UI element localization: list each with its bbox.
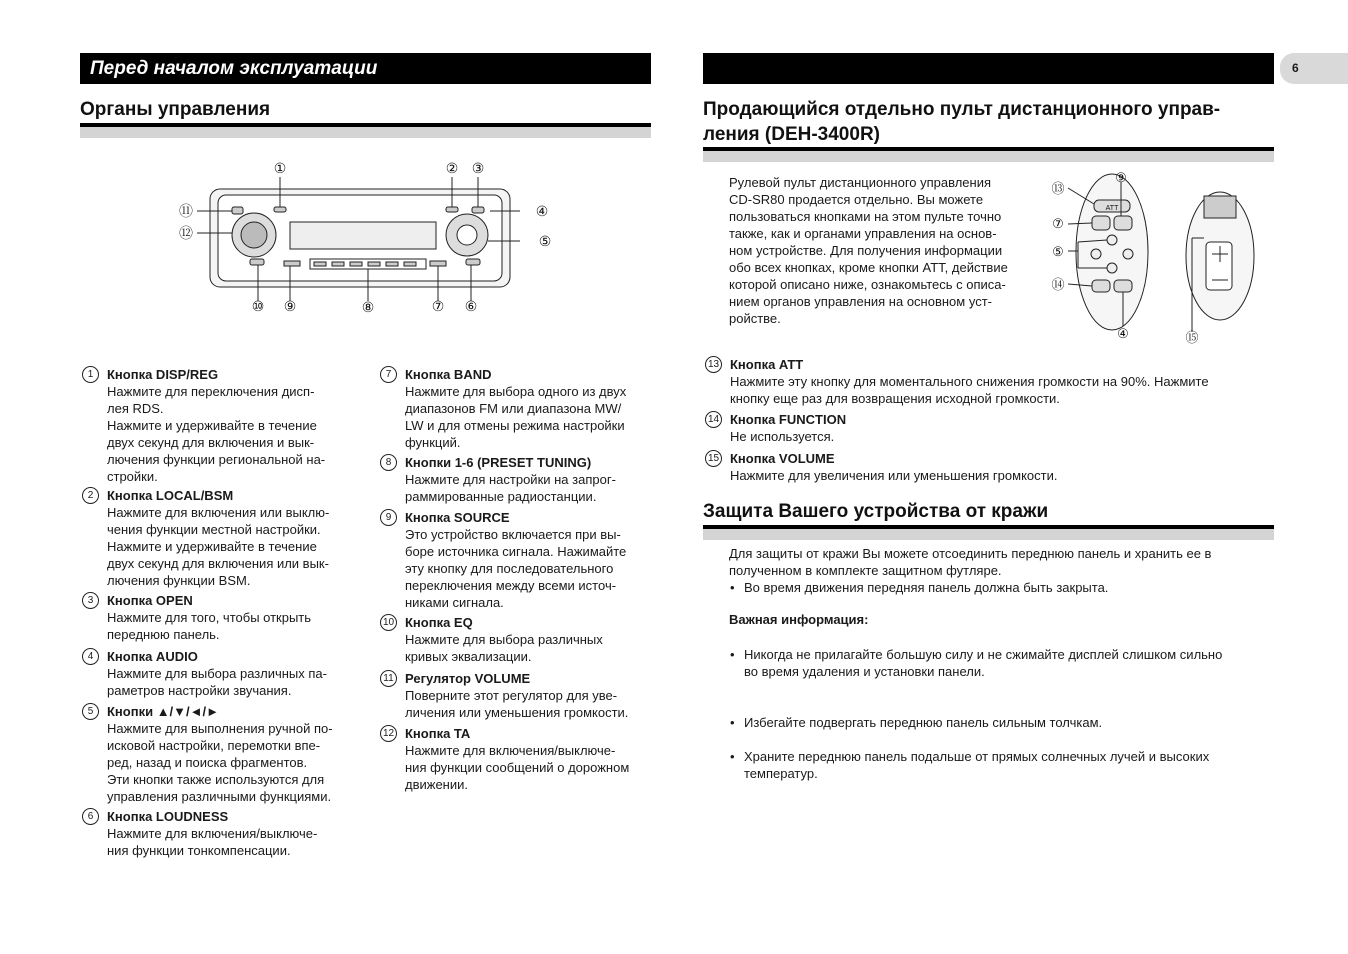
callout-11: ⑪ [179, 203, 193, 219]
chapter-band [80, 53, 651, 84]
item-title: Регулятор VOLUME [405, 671, 531, 686]
callout-8: ⑧ [361, 299, 375, 315]
list-item [82, 592, 362, 643]
volume-rocker [1206, 242, 1232, 290]
callout-5-remote: ⑤ [1052, 244, 1064, 259]
item-body: Нажмите для переключения дисп- лея RDS. Нажмите и удерживайте в течение двух секунд для включения и вык- лючения функции региональной на- стройки. [107, 384, 326, 484]
section-grey-bar [703, 151, 1274, 162]
head-unit-diagram [170, 155, 570, 320]
important-bullet: • Избегайте подвергать переднюю панель сильным толчкам. [729, 714, 1274, 731]
item-title: Кнопка LOCAL/BSM [107, 488, 234, 503]
page-number: 6 [1280, 53, 1348, 84]
remote-diagram [1044, 168, 1274, 348]
item-body: Нажмите для того, чтобы открыть переднюю панель. [107, 610, 312, 642]
item-title: Кнопка TA [405, 726, 471, 741]
item-title: Кнопка DISP/REG [107, 367, 219, 382]
remote-intro: Рулевой пульт дистанционного управления CD-SR80 продается отдельно. Вы можете пользоваться кнопками на этом пульте точно также, как и органами управления на основ- ном устройстве. Для получения информации обо всех кнопках, кроме кнопки ATT, действие которой описано ниже, ознакомьтесь с описа- нием органов управления на основном уст- ройстве. [729, 175, 1008, 326]
item-number: 4 [82, 648, 99, 665]
list-item [82, 487, 362, 589]
important-title: Важная информация: [729, 612, 869, 627]
list-item [380, 725, 660, 793]
list-item [705, 450, 1275, 484]
item-body: Нажмите для выбора различных кривых эквализации. [405, 632, 603, 664]
item-number: 6 [82, 808, 99, 825]
callout-9: ⑨ [283, 298, 297, 314]
item-number: 14 [705, 411, 722, 428]
item-body: Не используется. [730, 429, 835, 444]
item-number: 13 [705, 356, 722, 373]
item-body: Нажмите для выбора одного из двух диапазонов FM или диапазона MW/ LW и для отмены режима настройки функций. [405, 384, 627, 450]
item-number: 9 [380, 509, 397, 526]
list-item [380, 454, 660, 505]
item-body: Нажмите для увеличения или уменьшения громкости. [730, 468, 1058, 483]
item-number: 12 [380, 725, 397, 742]
list-item [705, 411, 1275, 445]
list-item [82, 703, 362, 805]
att-label: ATT [1105, 205, 1119, 212]
unit-display [290, 222, 436, 249]
list-item [82, 648, 362, 699]
callout-4-remote: ④ [1117, 326, 1129, 341]
item-title: Кнопка BAND [405, 367, 492, 382]
callout-10: ⑩ [251, 298, 265, 314]
callout-4: ④ [535, 203, 549, 219]
section-grey-bar [703, 529, 1274, 540]
item-number: 10 [380, 614, 397, 631]
item-number: 5 [82, 703, 99, 720]
section-grey-bar [80, 127, 651, 138]
item-body: Поверните этот регулятор для уве- личения или уменьшения громкости. [405, 688, 629, 720]
list-item [380, 366, 660, 451]
callout-1: ① [273, 160, 287, 176]
item-number: 1 [82, 366, 99, 383]
item-body: Нажмите эту кнопку для моментального снижения громкости на 90%. Нажмите кнопку еще раз для возвращения исходной громкости. [730, 374, 1209, 406]
item-title: Кнопки 1-6 (PRESET TUNING) [405, 455, 592, 470]
item-body: Это устройство включается при вы- боре источника сигнала. Нажимайте эту кнопку для последовательного переключения между всеми источ- никами сигнала. [405, 527, 627, 610]
item-number: 11 [380, 670, 397, 687]
list-item [82, 808, 362, 859]
item-number: 3 [82, 592, 99, 609]
item-title: Кнопка SOURCE [405, 510, 510, 525]
callout-13: ⑬ [1051, 181, 1065, 196]
item-title: Кнопка OPEN [107, 593, 193, 608]
item-number: 8 [380, 454, 397, 471]
callout-5: ⑤ [538, 233, 552, 249]
section-title-controls: Органы управления [80, 99, 271, 120]
item-title: Кнопка EQ [405, 615, 473, 630]
list-item [380, 614, 660, 665]
callout-3: ③ [471, 160, 485, 176]
item-title: Кнопка FUNCTION [730, 412, 847, 427]
list-item [380, 509, 660, 611]
item-body: Нажмите для включения/выключе- ния функции сообщений о дорожном движении. [405, 743, 630, 792]
item-body: Нажмите для включения/выключе- ния функции тонкомпенсации. [107, 826, 318, 858]
callout-14: ⑭ [1051, 277, 1065, 292]
item-body: Нажмите для выполнения ручной по- исковой настройки, перемотки впе- ред, назад и поиска фрагментов. Эти кнопки также используются для управления различными функциями. [107, 721, 333, 804]
theft-text: Для защиты от кражи Вы можете отсоединить переднюю панель и хранить ее в полученном в комплекте защитном футляре. [729, 546, 1212, 578]
list-item [82, 366, 362, 485]
item-number: 2 [82, 487, 99, 504]
important-bullet: • Никогда не прилагайте большую силу и не сжимайте дисплей слишком сильно во время удаления и установки панели. [729, 646, 1274, 680]
item-number: 7 [380, 366, 397, 383]
item-title: Кнопки ▲/▼/◄/► [107, 704, 219, 719]
callout-7-remote: ⑦ [1052, 216, 1064, 231]
callout-2: ② [445, 160, 459, 176]
important-bullet: • Храните переднюю панель подальше от прямых солнечных лучей и высоких температур. [729, 748, 1274, 782]
section-title-remote: Продающийся отдельно пульт дистанционного управ- ления (DEH-3400R) [703, 99, 1221, 145]
item-title: Кнопка AUDIO [107, 649, 198, 664]
callout-6: ⑥ [464, 298, 478, 314]
item-body: Нажмите для настройки на запрог- раммированные радиостанции. [405, 472, 616, 504]
callout-9-remote: ⑨ [1115, 170, 1127, 185]
theft-bullet: • Во время движения передняя панель должна быть закрыта. [729, 579, 1274, 596]
item-body: Нажмите для выбора различных па- раметров настройки звучания. [107, 666, 327, 698]
item-title: Кнопка VOLUME [730, 451, 835, 466]
item-number: 15 [705, 450, 722, 467]
item-title: Кнопка LOUDNESS [107, 809, 229, 824]
right-band [703, 53, 1274, 84]
callout-15: ⑮ [1185, 330, 1199, 345]
section-title-theft: Защита Вашего устройства от кражи [703, 501, 1049, 522]
chapter-title: Перед началом эксплуатации [90, 58, 378, 79]
list-item [705, 356, 1275, 407]
list-item [380, 670, 660, 721]
item-body: Нажмите для включения или выклю- чения функции местной настройки. Нажмите и удерживайте в течение двух секунд для включения или вык- лючения функции BSM. [107, 505, 330, 588]
callout-7: ⑦ [431, 298, 445, 314]
remote-body [1076, 174, 1148, 330]
item-title: Кнопка ATT [730, 357, 804, 372]
callout-12: ⑫ [179, 225, 193, 241]
